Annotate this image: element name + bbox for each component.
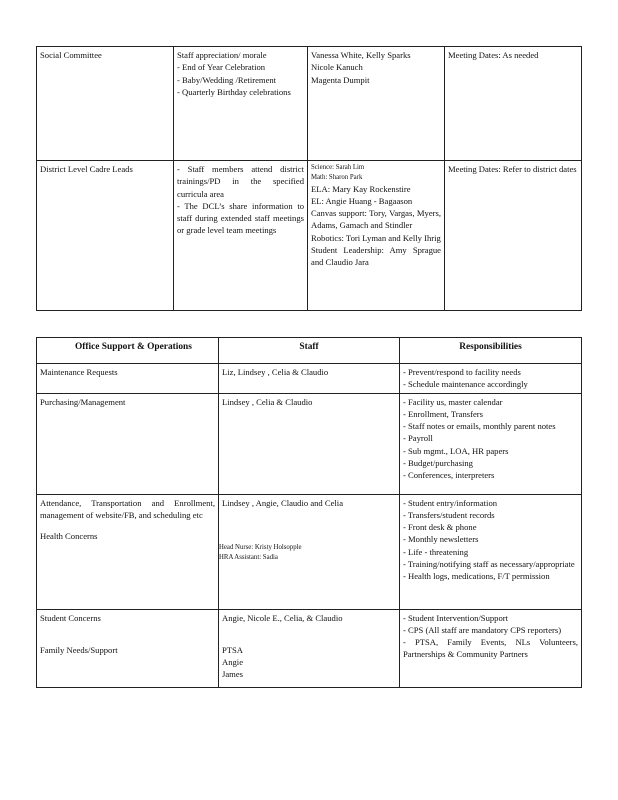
column-header-area: Office Support & Operations [37,338,219,364]
responsibility-line: - Life - threatening [403,546,469,557]
table-row [37,494,582,609]
responsibility-line: - Schedule maintenance accordingly [403,379,528,390]
duty-line: - End of Year Celebration [177,62,266,73]
column-header-responsibilities: Responsibilities [400,338,582,364]
member-line: Magenta Dumpit [311,74,370,85]
responsibility-line: - Student Intervention/Support [403,612,509,623]
table-row [37,609,582,687]
member-line: EL: Angie Huang - Bagaason [311,195,413,206]
staff-line: Head Nurse: Kristy Holsopple [219,543,302,551]
responsibility-line: - Health logs, medications, F/T permission [403,571,550,582]
committee-name: District Level Cadre Leads [37,161,174,311]
responsibility-line: - Facility us, master calendar [403,396,503,407]
responsibility-line: - Front desk & phone [403,522,477,533]
responsibility-line: - Prevent/respond to facility needs [403,367,521,377]
responsibility-line: - Monthly newsletters [403,534,479,545]
member-line: Canvas support: Tory, Vargas, Myers, Adams, Gamach and Stindler [311,208,441,231]
staff-cell: Liz, Lindsey , Celia & Claudio [219,364,400,394]
member-line: Science: Sarah Lim [311,164,365,171]
office-support-table [36,337,582,688]
member-line: Math: Sharon Park [311,173,363,181]
responsibilities-cell [400,494,582,609]
table-row [37,47,582,161]
responsibilities-cell [400,609,582,687]
responsibility-line: - Payroll [403,433,433,444]
meeting-dates: Meeting Dates: As needed [445,47,582,161]
staff-line: HRA Assistant: Sadia [219,553,278,561]
responsibility-line: - Enrollment, Transfers [403,408,483,419]
table-row [37,161,582,311]
member-line: Robotics: Tori Lyman and Kelly Ihrig [311,232,441,243]
duty-line: Staff appreciation/ morale [177,50,267,60]
committee-members [308,47,445,161]
committees-table [36,46,582,311]
responsibility-line: - Student entry/information [403,497,498,508]
staff-cell: Lindsey , Celia & Claudio [219,393,400,494]
area-cell: Purchasing/Management [37,393,219,494]
staff-line: Angie [222,657,244,668]
responsibility-line: - Staff notes or emails, monthly parent notes [403,421,556,432]
column-header-staff: Staff [219,338,400,364]
table-row [37,393,582,494]
member-line: Vanessa White, Kelly Sparks [311,50,411,60]
member-line: Student Leadership: Amy Sprague and Claudio Jara [311,245,441,268]
committee-duties [174,47,308,161]
responsibility-line: - CPS (All staff are mandatory CPS reporters) [403,624,562,635]
responsibility-line: - PTSA, Family Events, NLs Volunteers, Partnerships & Community Partners [403,637,578,660]
responsibility-line: - Sub mgmt., LOA, HR papers [403,445,509,456]
table-header-row [37,338,582,364]
staff-cell: Angie, Nicole E., Celia, & Claudio PTSA Angie James [219,609,400,687]
staff-line: PTSA [222,644,244,655]
responsibility-line: - Transfers/student records [403,509,495,520]
meeting-dates: Meeting Dates: Refer to district dates [445,161,582,311]
member-line: Nicole Kanuch [311,62,363,73]
area-cell: Attendance, Transportation and Enrollment, management of website/FB, and scheduling etc Health Concerns [37,494,219,609]
staff-cell: Lindsey , Angie, Claudio and Celia Head Nurse: Kristy Holsopple HRA Assistant: Sadia [219,494,400,609]
duty-line: - Baby/Wedding /Retirement [177,74,277,85]
table-row [37,364,582,394]
member-line: ELA: Mary Kay Rockenstire [311,183,411,194]
committee-name: Social Committee [37,47,174,161]
duty-line: - Staff members attend district trainings/PD in the specified curricula area [177,164,304,199]
responsibility-line: - Training/notifying staff as necessary/appropriate [403,559,575,570]
area-cell: Maintenance Requests [37,364,219,394]
responsibilities-cell [400,393,582,494]
committee-duties [174,161,308,311]
staff-line: James [222,669,244,680]
duty-line: - Quarterly Birthday celebrations [177,86,291,97]
responsibility-line: - Conferences, interpreters [403,470,495,481]
duty-line: - The DCL’s share information to staff during extended staff meetings or grade level team meetings [177,200,304,236]
responsibilities-cell [400,364,582,394]
area-cell: Student Concerns Family Needs/Support [37,609,219,687]
committee-members [308,161,445,311]
responsibility-line: - Budget/purchasing [403,458,473,469]
